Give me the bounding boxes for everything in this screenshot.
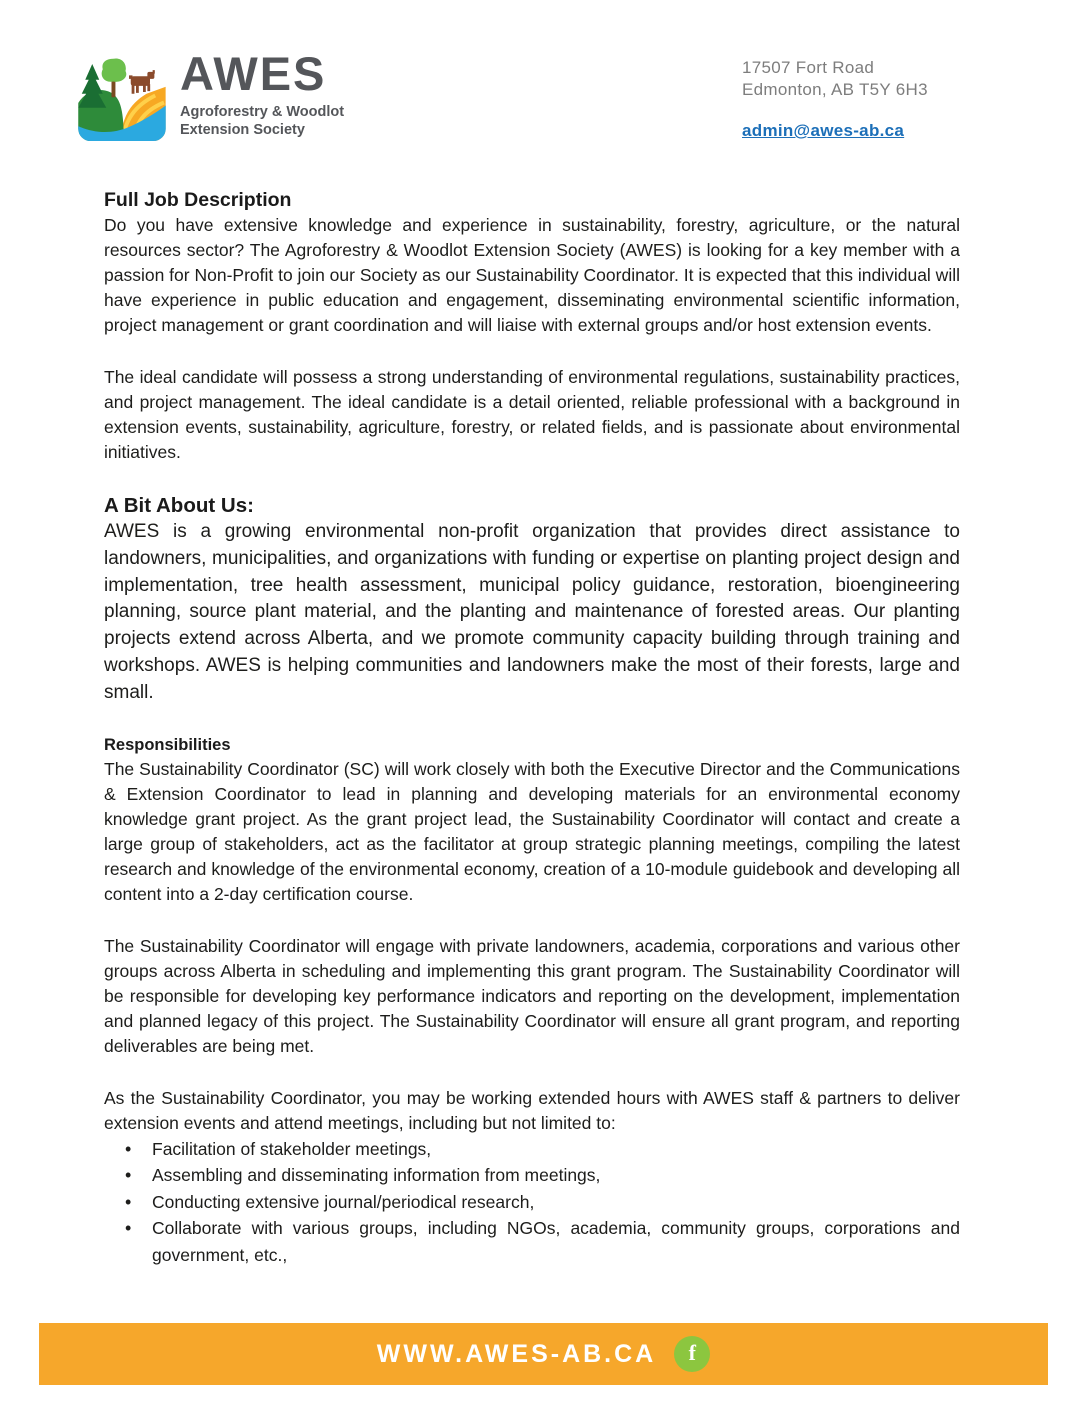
awes-landscape-icon bbox=[78, 57, 166, 141]
contact-block bbox=[742, 57, 928, 141]
list-item: • Facilitation of stakeholder meetings, bbox=[152, 1136, 960, 1163]
intro-paragraph: Do you have extensive knowledge and experience in sustainability, forestry, agriculture, or the natural resources sector? The Agroforestry & Woodlot Extension Society (AWES) is looking for a key member with a passion for Non-Profit to join our Society as our Sustainability Coordinator. It is expected that this individual will have experience in public education and engagement, disseminating environmental scientific information, project management or grant coordination and will liaise with external groups and/or host extension events. bbox=[104, 215, 960, 335]
about-us-paragraph: AWES is a growing environmental non-profit organization that provides direct assistance to landowners, municipalities, and organizations with funding or expertise on planting project design and implementation, tree health assessment, municipal policy guidance, restoration, bioengineering planning, source plant material, and the planting and maintenance of forested areas. Our planting projects extend across Alberta, and we promote community capacity building through training and workshops. AWES is helping communities and landowners make the most of their forests, large and small. bbox=[104, 521, 960, 703]
website-link[interactable]: WWW.AWES-AB.CA bbox=[376, 1339, 657, 1368]
address-line2: Edmonton, AB T5Y 6H3 bbox=[742, 80, 928, 100]
awes-logo-tagline-line1: Agroforestry & Woodlot bbox=[180, 104, 345, 120]
responsibilities-paragraph-1: The Sustainability Coordinator (SC) will work closely with both the Executive Director and the Communications & Extension Coordinator to lead in planning and developing materials for an environmental economy knowledge grant project. As the grant project lead, the Sustainability Coordinator will contact and create a large group of stakeholders, act as the facilitator at group strategic planning meetings, compiling the latest research and knowledge of the environmental economy, creation of a 10-module guidebook and developing all content into a 2-day certification course. bbox=[104, 758, 960, 904]
awes-logo bbox=[78, 47, 345, 141]
responsibilities-heading: Responsibilities bbox=[104, 735, 231, 754]
responsibilities-paragraph-2: The Sustainability Coordinator will engage with private landowners, academia, corporations and various other groups across Alberta in scheduling and implementing this grant program. The Sustainability Coordinator will be responsible for developing key performance indicators and reporting on the development, implementation and planned legacy of this project. The Sustainability Coordinator will ensure all grant program, and reporting deliverables are being met. bbox=[104, 935, 960, 1056]
responsibilities-bullet-list bbox=[104, 1136, 960, 1269]
awes-logo-acronym: AWES bbox=[180, 47, 327, 100]
list-item: • Assembling and disseminating information from meetings, bbox=[152, 1162, 960, 1189]
list-item: • Conducting extensive journal/periodical research, bbox=[152, 1189, 960, 1216]
footer-bar bbox=[39, 1323, 1048, 1385]
facebook-icon-glyph: f bbox=[688, 1340, 696, 1365]
address-line1: 17507 Fort Road bbox=[742, 58, 875, 77]
about-us-heading: A Bit About Us: bbox=[104, 494, 254, 517]
facebook-icon[interactable] bbox=[674, 1336, 710, 1372]
document-body bbox=[0, 150, 1088, 1268]
awes-logo-tagline bbox=[180, 103, 344, 139]
awes-logo-text bbox=[180, 47, 345, 141]
list-item: • Collaborate with various groups, including NGOs, academia, community groups, corporations and government, etc., bbox=[152, 1215, 960, 1268]
page-header bbox=[0, 0, 1088, 150]
ideal-candidate-paragraph: The ideal candidate will possess a strong understanding of environmental regulations, sustainability practices, and project management. The ideal candidate is a detail oriented, reliable professional with a background in extension events, sustainability, agriculture, forestry, or related fields, and is passionate about environmental initiatives. bbox=[104, 367, 960, 462]
full-job-description-heading: Full Job Description bbox=[104, 189, 292, 211]
awes-logo-tagline-line2: Extension Society bbox=[180, 122, 305, 139]
extended-hours-paragraph: As the Sustainability Coordinator, you may be working extended hours with AWES staff & partners to deliver extension events and attend meetings, including but not limited to: bbox=[104, 1087, 960, 1133]
email-link[interactable]: admin@awes-ab.ca bbox=[742, 121, 905, 141]
